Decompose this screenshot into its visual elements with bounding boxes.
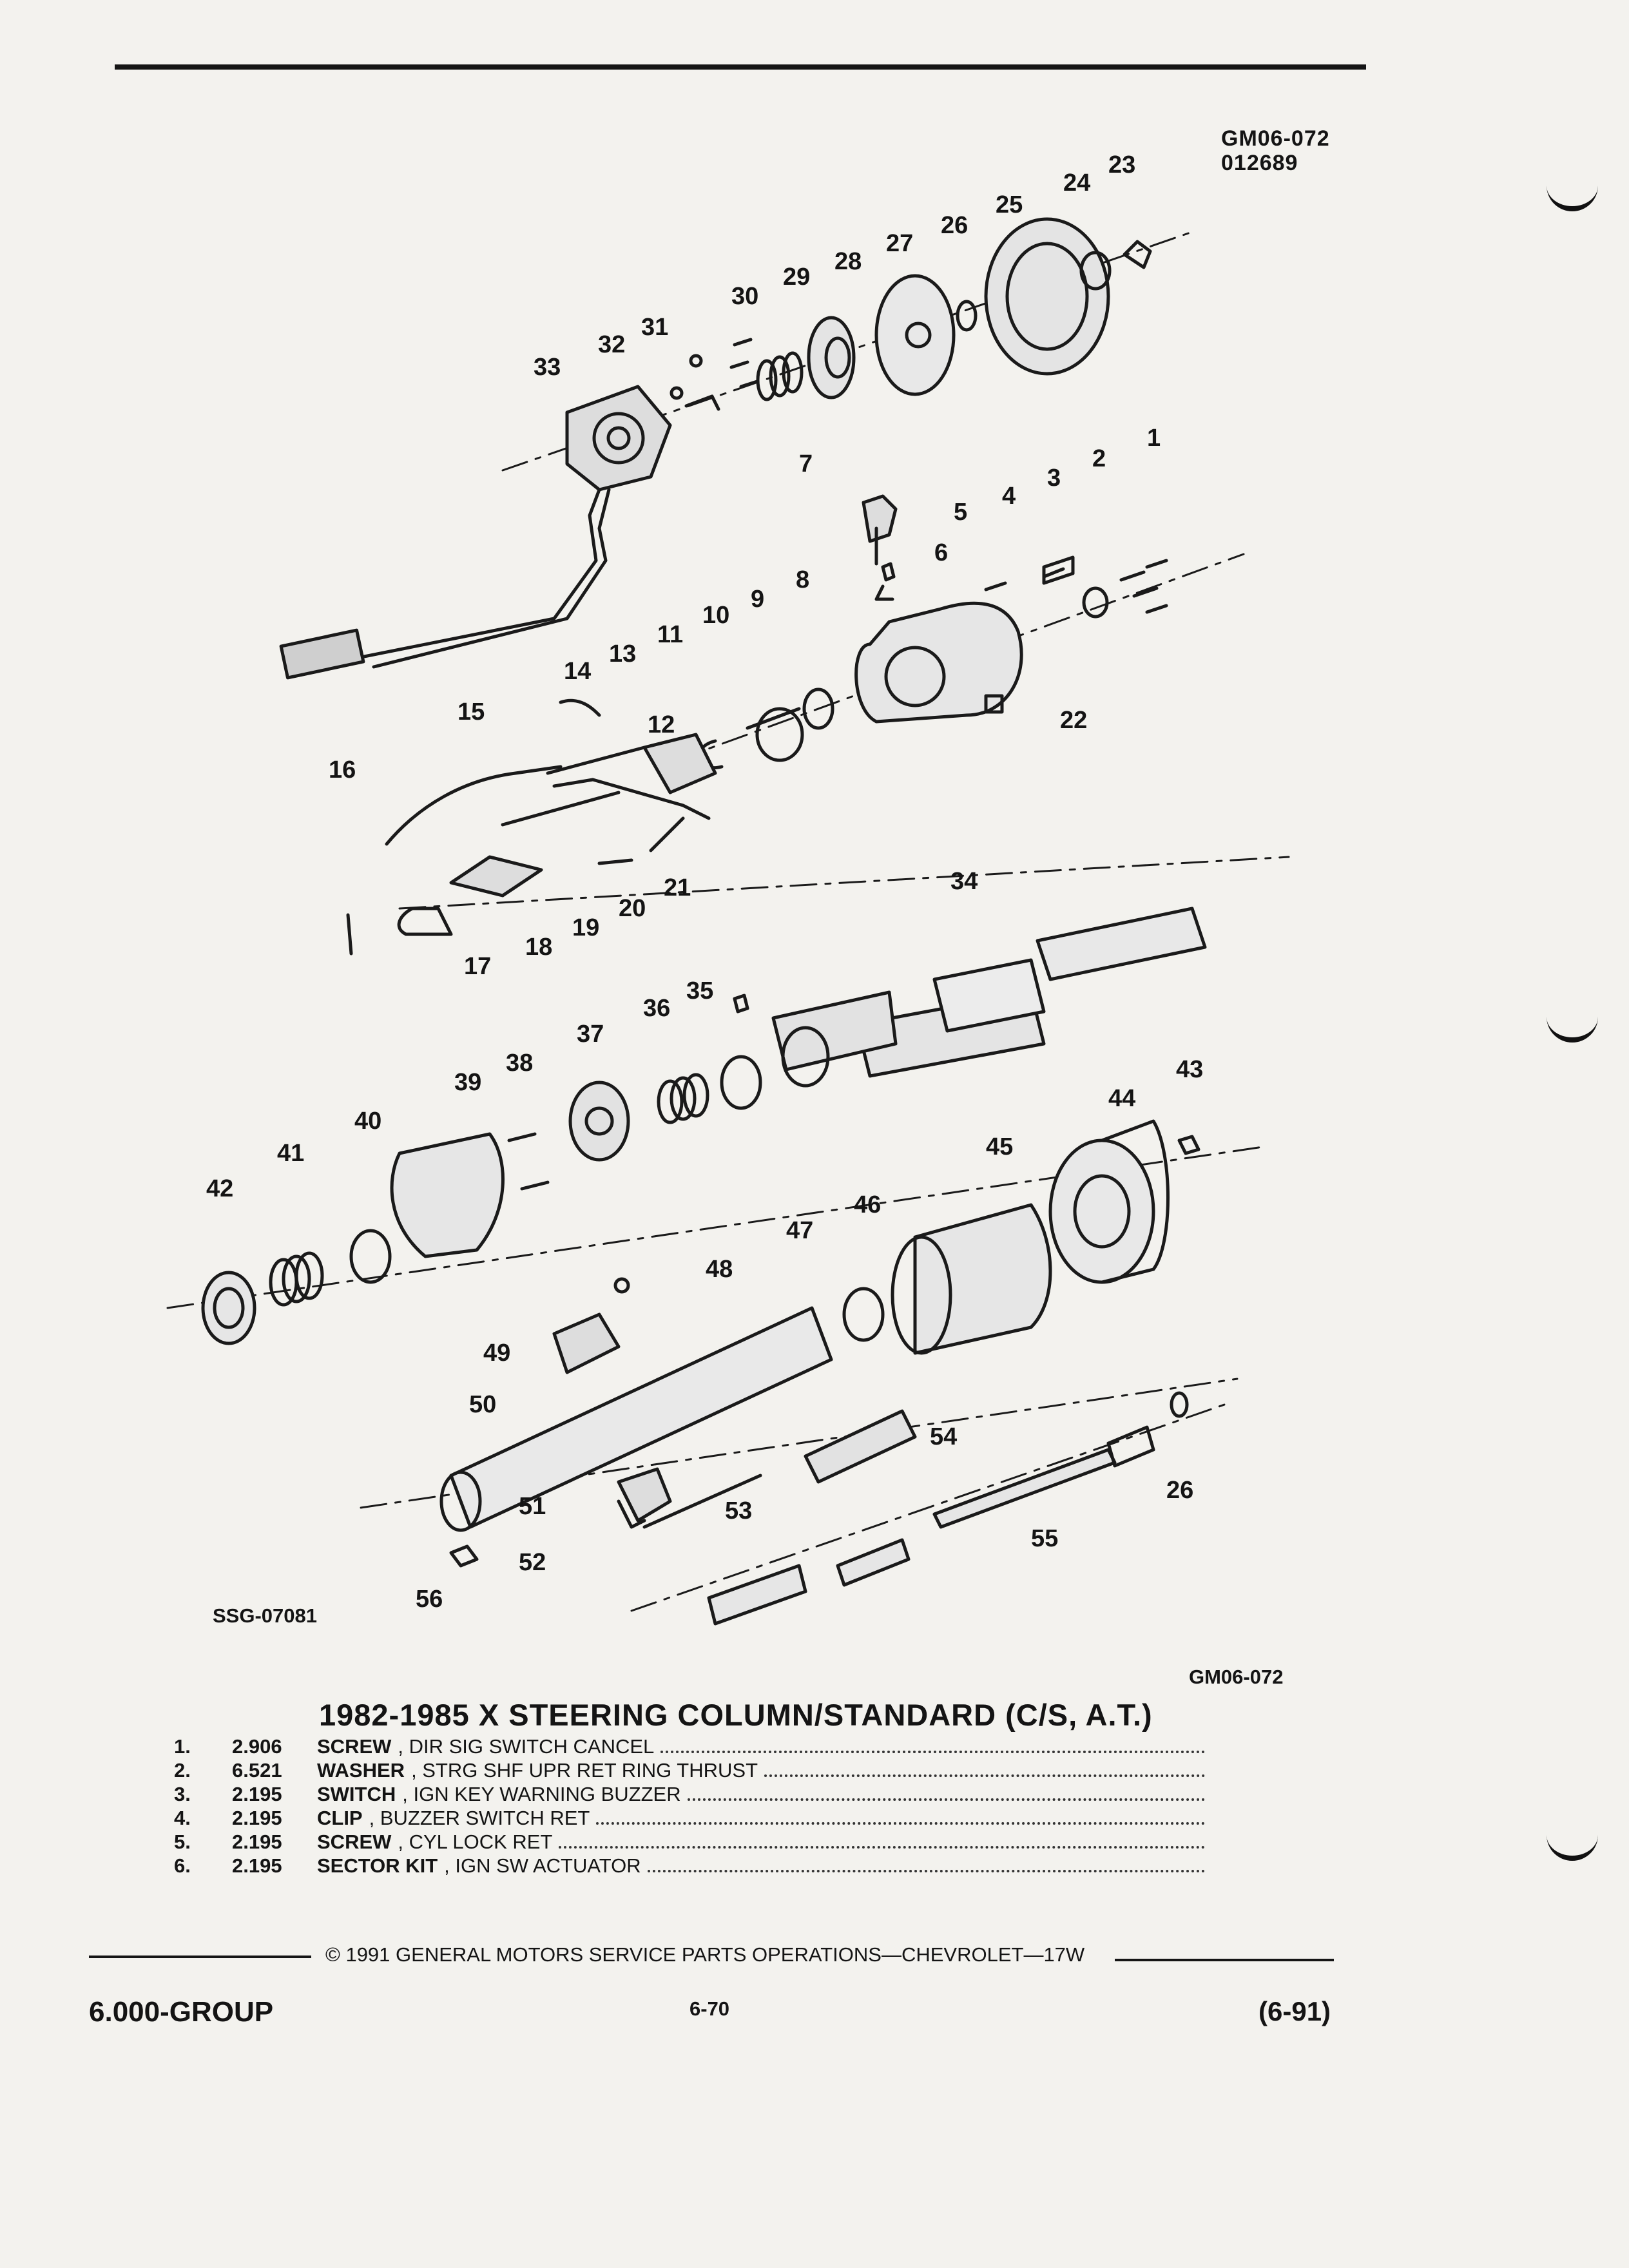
bearing-42 [203,1273,255,1343]
item-number: 2. [174,1759,191,1782]
callout: 27 [886,230,914,257]
callout: 10 [702,602,730,629]
switch-49 [554,1314,619,1372]
item-group-code: 2.195 [232,1831,282,1853]
list-item [174,1831,1205,1854]
ring-35 [722,1057,760,1108]
item-description: , DIR SIG SWITCH CANCEL [398,1735,655,1758]
item-number: 5. [174,1831,191,1853]
callout: 11 [657,621,684,648]
callout: 15 [458,698,485,726]
knob-56 [451,1546,477,1566]
spring-41 [271,1253,322,1305]
callout: 4 [1002,483,1016,510]
callout: 33 [534,354,561,381]
callout: 41 [277,1140,305,1167]
item-name: SECTOR KIT [317,1854,438,1877]
callout: 26 [941,212,969,239]
housing-44 [1050,1121,1168,1282]
cam-28 [809,318,854,398]
callout: 23 [1108,151,1136,178]
callout: 38 [506,1050,534,1077]
callout: 34 [950,868,978,895]
item-name: CLIP [317,1807,363,1829]
ring-26b [1171,1393,1187,1416]
callout: 1 [1147,425,1161,452]
item-number: 6. [174,1854,191,1877]
item-name: SWITCH [317,1783,396,1805]
dot-leader [559,1846,1205,1849]
item-number: 3. [174,1783,191,1805]
item-description: , STRG SHF UPR RET RING THRUST [411,1759,758,1782]
list-item [174,1783,1205,1807]
parts-list-title: 1982-1985 X STEERING COLUMN/STANDARD (C/S, A.T.) [319,1698,1153,1732]
callout: 18 [525,934,553,961]
callout: 55 [1031,1525,1059,1552]
callout: 25 [996,191,1023,218]
callout: 14 [564,658,592,685]
callout: 30 [731,283,759,310]
figure-date-code: 012689 [1221,151,1298,175]
cover-25 [986,219,1108,374]
item-group-code: 2.195 [232,1854,282,1877]
callout: 22 [1060,707,1088,734]
dot-leader [660,1751,1205,1753]
item-group-code: 2.906 [232,1735,282,1758]
callout: 9 [751,586,765,613]
ring-26 [958,302,976,330]
callout: 5 [954,499,968,526]
dot-leader [764,1774,1205,1777]
callout: 52 [519,1549,546,1576]
footer-rule-right [1115,1959,1334,1961]
callout: 47 [786,1217,814,1244]
callout: 39 [454,1069,482,1096]
callout: 24 [1063,169,1091,197]
callout: 32 [598,331,626,358]
item-description: , BUZZER SWITCH RET [369,1807,590,1829]
sphere-37 [570,1082,628,1160]
item-description: , CYL LOCK RET [398,1831,553,1853]
diagram-code-right: GM06-072 [1189,1666,1284,1688]
item-group-code: 6.521 [232,1759,282,1782]
callout: 36 [643,995,671,1022]
callout: 42 [206,1175,234,1202]
item-group-code: 2.195 [232,1783,282,1805]
callout: 6 [934,539,949,566]
footer-rule-left [89,1956,311,1958]
callout: 37 [577,1021,604,1048]
callout: 45 [986,1133,1014,1160]
callout: 54 [930,1423,958,1450]
callout: 7 [799,450,813,477]
callout: 50 [469,1391,497,1418]
list-item [174,1759,1205,1783]
revision-date: (6-91) [1258,1996,1331,2026]
callout: 26 [1166,1477,1194,1504]
dot-leader [596,1822,1205,1825]
spring-43 [1179,1137,1199,1153]
list-item [174,1854,1205,1878]
spring-29 [758,353,802,399]
callout: 51 [519,1493,546,1520]
item-number: 1. [174,1735,191,1758]
callout: 8 [796,566,810,593]
callout: 53 [725,1497,753,1524]
callout: 17 [464,953,492,980]
callout: 48 [706,1256,733,1283]
screw-48 [615,1279,628,1292]
item-description: , IGN KEY WARNING BUZZER [402,1783,681,1805]
item-number: 4. [174,1807,191,1829]
parts-list [174,1735,1205,1878]
item-name: SCREW [317,1831,392,1853]
callout: 29 [783,264,811,291]
list-item [174,1807,1205,1831]
group-label: 6.000-GROUP [89,1996,274,2028]
shroud-54 [805,1411,915,1482]
washer-2 [1084,588,1107,617]
callout: 13 [609,640,637,668]
diagram-code-left: SSG-07081 [213,1604,317,1627]
callout: 21 [664,874,691,901]
ring-46 [844,1289,883,1340]
callout: 43 [1176,1056,1204,1083]
lever-51 [619,1469,670,1521]
callout: 35 [686,977,714,1004]
shaft-55 [934,1450,1115,1527]
callout: 2 [1092,445,1106,472]
bowl-39 [392,1134,503,1256]
spring-36 [659,1075,708,1122]
callout: 56 [416,1586,443,1613]
callout: 20 [619,895,646,922]
figure-reference: GM06-072 [1221,126,1330,151]
callout: 12 [648,711,675,738]
list-item [174,1735,1205,1759]
item-description: , IGN SW ACTUATOR [444,1854,641,1877]
callout: 3 [1047,465,1061,492]
shaft-and-bearing-group [203,908,1205,1624]
rack-and-switch-group [348,700,715,954]
item-group-code: 2.195 [232,1807,282,1829]
item-name: WASHER [317,1759,405,1782]
callout: 19 [572,914,600,941]
callout: 49 [483,1340,511,1367]
callout: 44 [1108,1085,1136,1112]
page-number: 6-70 [689,1997,730,2020]
lockplate-27 [876,276,954,394]
callout: 28 [834,248,862,275]
dot-leader [648,1870,1205,1872]
jacket-45 [892,1205,1050,1353]
binder-hole-mark [1547,1830,1598,1861]
callout: 46 [854,1191,882,1218]
copyright-line: © 1991 GENERAL MOTORS SERVICE PARTS OPERATIONS—CHEVROLET—17W [325,1943,1085,1966]
callout: 16 [329,756,356,783]
ring-40 [351,1231,390,1282]
callout: 40 [354,1108,382,1135]
dot-leader [688,1798,1205,1801]
callout: 31 [641,314,669,341]
item-name: SCREW [317,1735,392,1758]
